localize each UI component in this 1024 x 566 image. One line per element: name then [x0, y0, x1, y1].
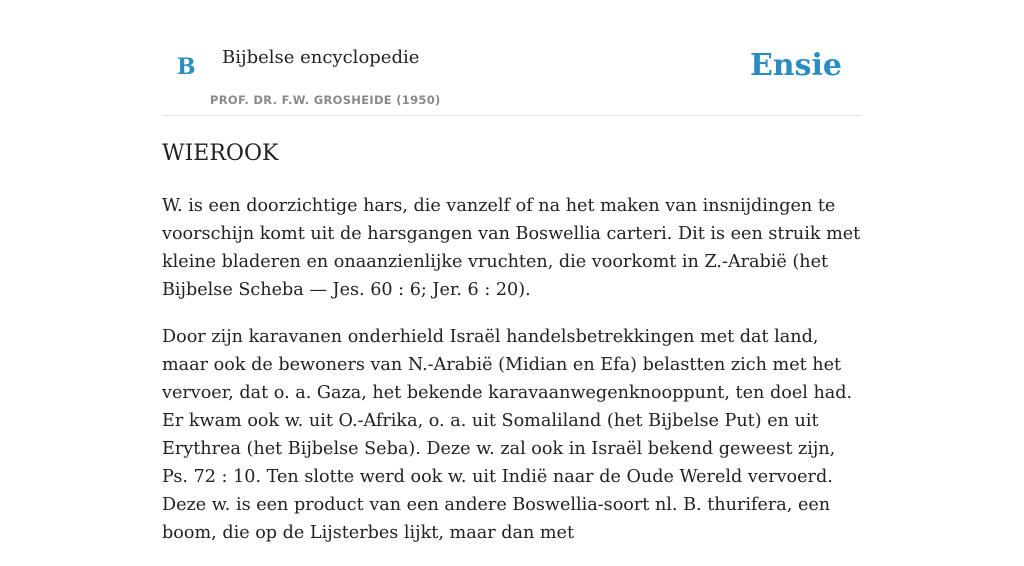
article-paragraph: W. is een doorzichtige hars, die vanzelf of na het maken van insnijdingen te voorschijn komt uit de harsgangen van Boswellia carteri. Dit is een struik met kleine bladeren en onaanzienlijke vruchten, die voorkomt in Z.-Arabië (het Bijbelse Scheba — Jes. 60 : 6; Jer. 6 : 20). [162, 196, 861, 300]
book-title-link[interactable]: Bijbelse encyclopedie [222, 47, 420, 68]
article-title: WIEROOK [162, 141, 279, 166]
book-author: PROF. DR. F.W. GROSHEIDE (1950) [210, 93, 441, 107]
article-paragraph: Door zijn karavanen onderhield Israël handelsbetrekkingen met dat land, maar ook de bewoners van N.-Arabië (Midian en Efa) belastten zich met het vervoer, dat o. a. Gaza, het bekende karavaanwegenknooppunt, ten doel had. Er kwam ook w. uit O.-Afrika, o. a. uit Somaliland (het Bijbelse Put) en uit Erythrea (het Bijbelse Seba). Deze w. zal ook in Israël bekend geweest zijn, Ps. 72 : 10. Ten slotte werd ook w. uit Indië naar de Oude Wereld vervoerd. Deze w. is een product van een andere Boswellia-soort nl. B. thurifera, een boom, die op de Lijsterbes lijkt, maar dan met [162, 327, 853, 543]
page [162, 0, 862, 543]
book-logo-letter[interactable]: B [177, 54, 196, 80]
ensie-logo-link[interactable]: Ensie [749, 48, 842, 83]
book-header [162, 0, 862, 116]
article-body [162, 192, 864, 566]
